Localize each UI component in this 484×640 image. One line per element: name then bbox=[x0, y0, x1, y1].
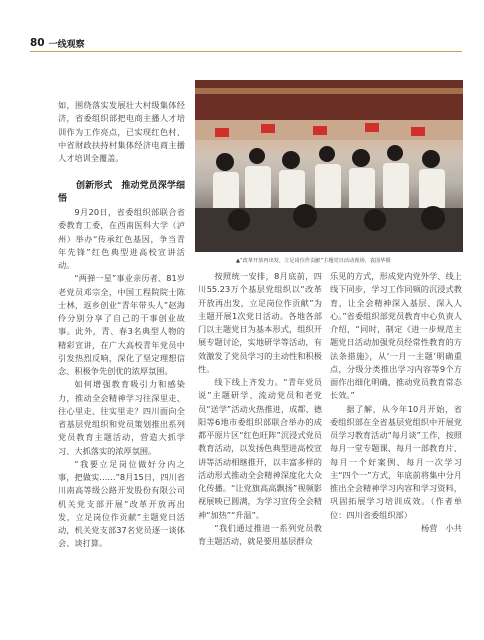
paragraph: 9月20日，省委组织部联合省委教育工委，在西南医科大学（泸州）举办“传承红色基因，争当青年先锋”红色典型进高校宣讲活动。 bbox=[58, 207, 185, 270]
section-title: 一线观察 bbox=[48, 39, 85, 50]
author-line: 杨营 小共 bbox=[421, 522, 462, 533]
paragraph: 据了解，从今年10月开始，省委组织部在全省基层党组织中开展党员学习教育活动“每月谈”工作，按照每月一堂专题课、每月一部教育片、每月一个好案例、每月一次学习主“四个一”方式，年底前将集中分月推出全会精神学习内容和学习资料，巩固拓展学习培训成效。（作者单位：四川省委组织部） bbox=[330, 403, 462, 520]
page-header bbox=[30, 36, 85, 50]
paragraph: 乐见的方式，形成党内党外学、线上线下同步，学习工作同频的沉浸式教育，让全会精神深入基层、深入人心。”省委组织部党员教育中心负责人介绍，“同时，制定《进一步规范主题党日活动加强党员经常性教育的方法条措施》，从‘一月一主题’明确重点，分级分类推出学习内容等9个方面作出细化明确，推动党员教育常态长效。” bbox=[330, 271, 462, 401]
left-column-top bbox=[58, 99, 185, 165]
subheading: 创新形式 推动党员深学细悟 bbox=[58, 181, 185, 204]
right-column bbox=[330, 270, 462, 535]
left-column bbox=[58, 180, 185, 551]
middle-column bbox=[198, 270, 322, 548]
paragraph: 如，围绕落实发展壮大村级集体经济，省委组织部把电商主播人才培训作为工作亮点，已实现红色村、中省财政扶持村集体经济电商主播人才培训全覆盖。 bbox=[58, 100, 185, 163]
paragraph: 线下线上齐发力。“青年党员说”主题研学、流动党员和老党员“送学”活动火热推进，成都、德阳等6地市委组织部联合举办的成都平原片区“红色旺阵”沉浸式党员教育活动，以发扬色典型进高校宣讲等活动相继推开，以丰富多样的活动形式推动全会精神深度化大众化传播。“让党旗高高飘扬”视频影视展映已圆满，为学习宣传全会精神“加热”“升温”。 bbox=[198, 377, 322, 520]
page-number: 80 bbox=[30, 37, 45, 49]
header-rule bbox=[30, 51, 462, 52]
photo-caption: ▲“改革开放再出发，立足岗位作贡献”主题党日活动现场，袁国华摄 bbox=[236, 258, 391, 264]
paragraph: 按照统一安排，8月底前，四川55.23万个基层党组织以“改革开放再出发，立足岗位作贡献”为主题开展1次党日活动。各地各部门以主题党日为基本形式，组织开展专题讨论，实地研学等活动，有效激发了党员学习的主动性和积极性。 bbox=[198, 271, 322, 374]
paragraph: 如何增强教育吸引力和感染力，推动全会精神学习往深里走、往心里走、往实里走？四川面向全省基层党组织和党员策划推出系列党员教育主题活动，营造大抓学习、大抓落实的浓厚氛围。 bbox=[58, 379, 185, 456]
paragraph: “两弹一星”事业亲历者、81岁老党员邓宗全，中国工程院院士陈士林，返乡创业“青年带头人”赵海伶分别分享了自己的干事创业故事。此外，青、春3名典型人物的精彩宣讲，在广大高校青年党员中引发热烈反响，深化了坚定理想信念、积极争先创优的浓厚氛围。 bbox=[58, 273, 185, 376]
event-photo bbox=[195, 80, 463, 252]
paragraph: “我们通过推进一系列党员教育主题活动，就是要用基层群众 bbox=[198, 522, 322, 546]
paragraph: “我要立足岗位做好分内之事，把做实……”8月15日，四川省川南高等级公路开发股份有限公司机关党支部开展“改革开放再出发，立足岗位作贡献”主题党日活动，机关党支部37名党员逐一谈体会、谈打算。 bbox=[58, 458, 185, 549]
photo-illustration bbox=[195, 80, 463, 252]
